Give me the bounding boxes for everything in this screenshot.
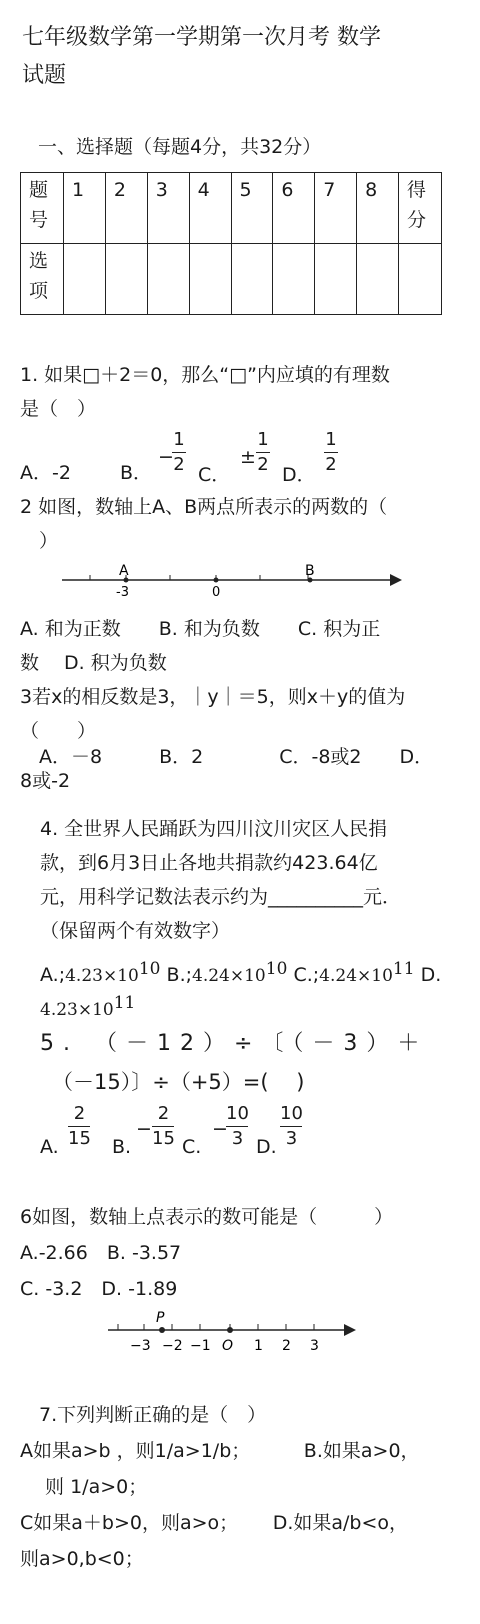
tick-label: −1 xyxy=(190,1338,211,1354)
tick-label: 0 xyxy=(212,585,221,600)
q5-stem-line2: （－15）〕÷（+5）=( ) xyxy=(52,1070,305,1094)
q1-b-fraction: 1 2 xyxy=(173,429,185,475)
table-cell: 6 xyxy=(273,173,315,244)
table-cell: 得分 xyxy=(399,173,442,244)
tick-label: −3 xyxy=(130,1338,151,1354)
table-row xyxy=(21,244,442,315)
q7-option-b-cont: 则 1/a>0； xyxy=(20,1476,148,1498)
number-line-figure-2 xyxy=(104,1306,364,1358)
q1-option-d: D． xyxy=(282,464,316,486)
answer-cell xyxy=(64,244,106,315)
answer-cell xyxy=(399,244,442,315)
q1-b-sign: − xyxy=(158,446,174,468)
tick-label: -3 xyxy=(116,585,129,600)
q5-b-sign: − xyxy=(136,1118,152,1140)
page-title-line2: 试题 xyxy=(22,63,67,88)
q2-options-line2: 数 D. 积为负数 xyxy=(20,652,167,674)
table-cell: 5 xyxy=(231,173,273,244)
table-cell: 3 xyxy=(147,173,189,244)
q1-option-b: B． xyxy=(120,462,153,484)
q5-option-b: B. xyxy=(112,1136,132,1158)
q4-options: A.;4.23×1010 B.;4.24×1010 C.;4.24×1011 D. xyxy=(40,959,442,986)
section-heading: 一、选择题（每题4分，共32分） xyxy=(38,136,322,158)
q5-c-sign: − xyxy=(212,1118,228,1140)
tick-label: 1 xyxy=(254,1338,263,1354)
tick-label: 2 xyxy=(282,1338,291,1354)
q5-option-d: D. xyxy=(256,1136,277,1158)
q1-stem-line2: 是（ ） xyxy=(20,398,97,420)
table-cell: 8 xyxy=(357,173,399,244)
q1-c-fraction: 1 2 xyxy=(257,429,269,475)
q4-stem-line3: 元，用科学记数法表示约为__________元． xyxy=(40,886,402,908)
table-cell: 1 xyxy=(64,173,106,244)
table-cell: 选项 xyxy=(21,244,64,315)
q5-stem: 5. （－12）÷〔（－3）＋ xyxy=(40,1031,429,1056)
answer-cell xyxy=(273,244,315,315)
q2-stem-line2: ） xyxy=(20,530,59,552)
q2-options: A. 和为正数 B. 和为负数 C. 积为正 xyxy=(20,618,381,640)
answer-cell xyxy=(105,244,147,315)
q1-option-a: A．-2 xyxy=(20,462,71,484)
answer-table xyxy=(20,172,442,315)
answer-cell xyxy=(357,244,399,315)
q6-options: A.-2.66 B. -3.57 xyxy=(20,1242,182,1264)
q1-option-c: C． xyxy=(198,464,231,486)
q3-options-line2: 8或-2 xyxy=(20,770,71,792)
tick-label: 3 xyxy=(310,1338,319,1354)
point-b-label: B xyxy=(305,563,315,579)
table-cell: 题号 xyxy=(21,173,64,244)
q6-options-line2: C. -3.2 D. -1.89 xyxy=(20,1278,178,1300)
table-cell: 7 xyxy=(315,173,357,244)
q2-stem: 2 如图，数轴上A、B两点所表示的两数的（ xyxy=(20,496,388,518)
point-p-label: P xyxy=(156,1310,165,1326)
q7-option-cd: C如果a＋b>0，则a>o； D.如果a/b<o， xyxy=(20,1512,409,1534)
q5-option-c: C. xyxy=(182,1136,202,1158)
q4-stem: 4. 全世界人民踊跃为四川汶川灾区人民捐 xyxy=(40,818,388,840)
origin-label: O xyxy=(222,1338,234,1354)
q1-d-fraction: 1 2 xyxy=(325,429,337,475)
q4-stem-line2: 款，到6月3日止各地共捐款约423.64亿 xyxy=(40,852,378,874)
q1-stem: 1. 如果□＋2＝0，那么“□”内应填的有理数 xyxy=(20,364,390,386)
q7-option-d-cont: 则a>0,b<0； xyxy=(20,1548,144,1570)
answer-cell xyxy=(315,244,357,315)
q5-a-fraction: 2 15 xyxy=(68,1103,91,1149)
answer-cell xyxy=(231,244,273,315)
q7-option-ab: A如果a>b ，则1/a>1/b； B.如果a>0， xyxy=(20,1440,420,1462)
number-line-figure-1 xyxy=(60,558,410,604)
q1-c-sign: ± xyxy=(240,446,256,468)
table-cell: 4 xyxy=(189,173,231,244)
answer-cell xyxy=(189,244,231,315)
q3-stem: 3若x的相反数是3，｜y｜＝5，则x＋y的值为 xyxy=(20,686,406,708)
table-cell: 2 xyxy=(105,173,147,244)
q3-options: A．－8 B．2 C．-8或2 D． xyxy=(20,746,434,768)
point-a-label: A xyxy=(119,563,129,579)
q6-stem: 6如图，数轴上点表示的数可能是（ ） xyxy=(20,1206,394,1228)
q5-b-fraction: 2 15 xyxy=(152,1103,175,1149)
q4-option-d: 4.23×1011 xyxy=(40,993,136,1020)
q5-option-a: A. xyxy=(40,1136,59,1158)
page-title: 七年级数学第一学期第一次月考 数学 xyxy=(22,25,381,50)
table-row xyxy=(21,173,442,244)
q3-stem-line2: （ ） xyxy=(20,720,97,742)
q5-d-fraction: 10 3 xyxy=(280,1103,303,1149)
q4-stem-line4: （保留两个有效数字） xyxy=(40,920,231,942)
tick-label: −2 xyxy=(162,1338,183,1354)
q7-stem: 7.下列判断正确的是（ ） xyxy=(20,1404,267,1426)
q5-c-fraction: 10 3 xyxy=(226,1103,249,1149)
answer-cell xyxy=(147,244,189,315)
